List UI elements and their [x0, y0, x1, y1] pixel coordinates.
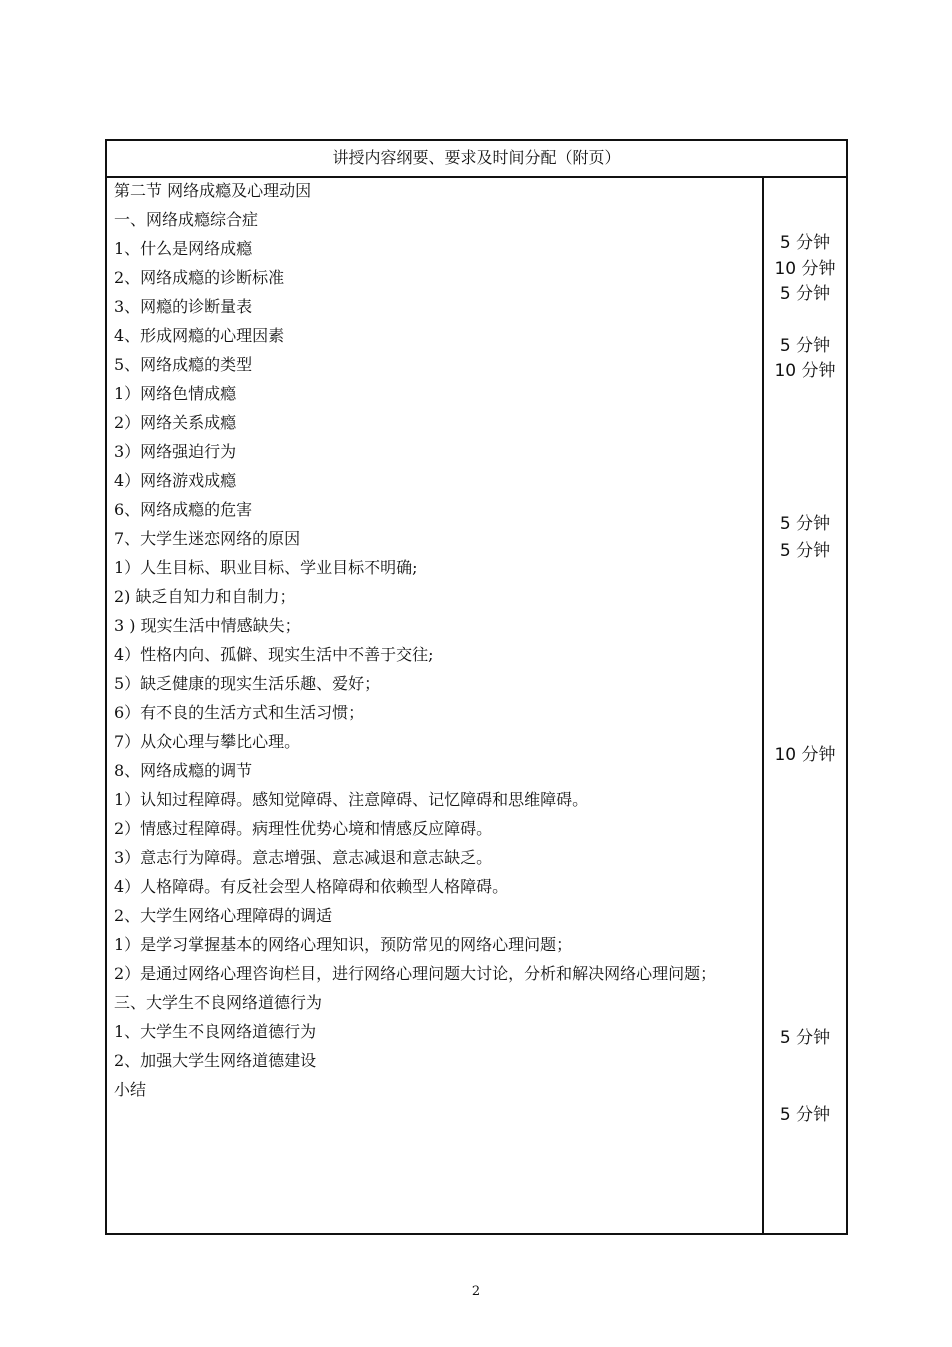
outline-line: 3）意志行为障碍。意志增强、意志减退和意志缺乏。	[114, 848, 493, 867]
time-entry: 5 分钟	[779, 514, 831, 534]
outline-line: 1、大学生不良网络道德行为	[114, 1022, 317, 1041]
outline-line: 7、大学生迷恋网络的原因	[114, 529, 301, 548]
outline-line: 5）缺乏健康的现实生活乐趣、爱好；	[114, 674, 381, 693]
outline-line: 2）是通过网络心理咨询栏目，进行网络心理问题大讨论，分析和解决网络心理问题；	[114, 964, 717, 983]
outline-line: 1、什么是网络成瘾	[114, 239, 253, 258]
time-allocation-column	[764, 177, 846, 1233]
time-entry: 10 分钟	[774, 259, 836, 279]
outline-line: 4）人格障碍。有反社会型人格障碍和依赖型人格障碍。	[114, 877, 509, 896]
outline-line: 三、大学生不良网络道德行为	[114, 993, 323, 1012]
outline-line: 2、网络成瘾的诊断标准	[114, 268, 285, 287]
outline-line: 1）网络色情成瘾	[114, 384, 237, 403]
time-entry: 5 分钟	[779, 284, 831, 304]
outline-line: 小结	[114, 1080, 147, 1099]
outline-line: 2、加强大学生网络道德建设	[114, 1051, 317, 1070]
outline-line: 1）人生目标、职业目标、学业目标不明确;	[114, 558, 418, 577]
outline-line: 1）是学习掌握基本的网络心理知识，预防常见的网络心理问题；	[114, 935, 573, 954]
outline-line: 7）从众心理与攀比心理。	[114, 732, 301, 751]
outline-line: 6）有不良的生活方式和生活习惯；	[114, 703, 365, 722]
outline-line: 2) 缺乏自知力和自制力；	[114, 587, 296, 606]
table-header: 讲授内容纲要、要求及时间分配（附页）	[107, 141, 846, 178]
outline-line: 2）情感过程障碍。病理性优势心境和情感反应障碍。	[114, 819, 493, 838]
outline-line: 4）性格内向、孤僻、现实生活中不善于交往;	[114, 645, 434, 664]
outline-line: 6、网络成瘾的危害	[114, 500, 253, 519]
time-entry: 5 分钟	[779, 336, 831, 356]
time-entry: 10 分钟	[774, 361, 836, 381]
time-entry: 5 分钟	[779, 541, 831, 561]
outline-line: 5、网络成瘾的类型	[114, 355, 253, 374]
outline-line: 2）网络关系成瘾	[114, 413, 237, 432]
outline-line: 第二节 网络成瘾及心理动因	[114, 181, 312, 200]
outline-line: 2、大学生网络心理障碍的调适	[114, 906, 333, 925]
outline-table	[105, 139, 848, 1235]
time-entry: 10 分钟	[774, 745, 836, 765]
outline-line: 1）认知过程障碍。感知觉障碍、注意障碍、记忆障碍和思维障碍。	[114, 790, 589, 809]
time-entry: 5 分钟	[779, 1105, 831, 1125]
outline-line: 4、形成网瘾的心理因素	[114, 326, 285, 345]
outline-line: 一、网络成瘾综合症	[114, 210, 259, 229]
time-entry: 5 分钟	[779, 1028, 831, 1048]
outline-line: 3、网瘾的诊断量表	[114, 297, 253, 316]
page-number: 2	[471, 1284, 481, 1299]
outline-line: 3）网络强迫行为	[114, 442, 237, 461]
outline-line: 4）网络游戏成瘾	[114, 471, 237, 490]
time-entry: 5 分钟	[779, 233, 831, 253]
outline-line: 3 ) 现实生活中情感缺失；	[114, 616, 301, 635]
outline-line: 8、网络成瘾的调节	[114, 761, 253, 780]
